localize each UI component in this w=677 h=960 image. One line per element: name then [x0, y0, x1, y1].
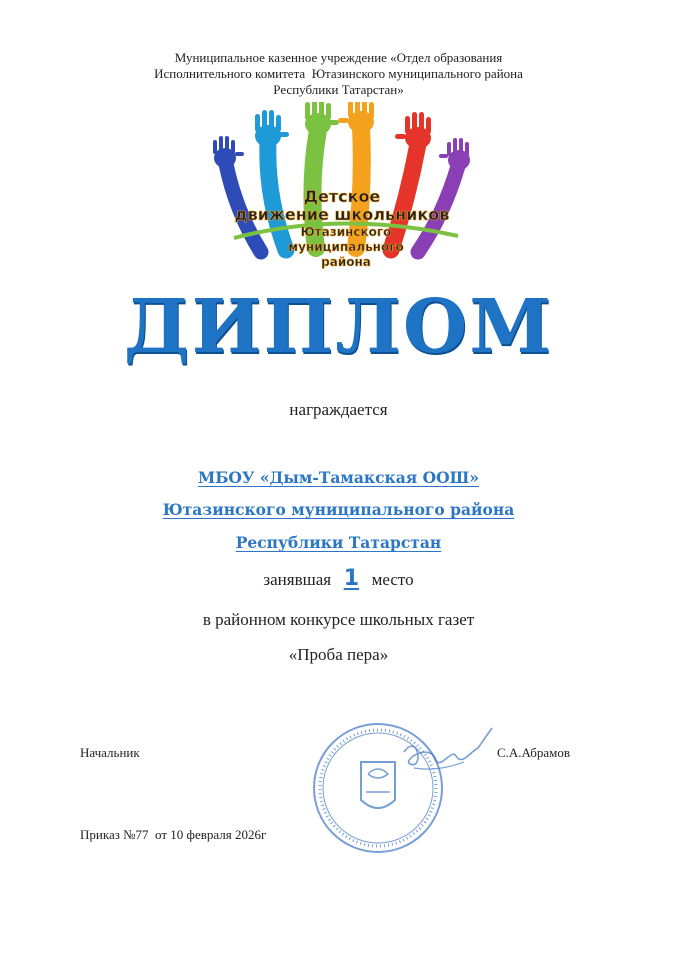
recipient-republic: Республики Татарстан	[235, 533, 442, 552]
place-prefix: занявшая	[263, 570, 332, 589]
raised-hands-icon	[196, 102, 486, 274]
diploma-title: ДИПЛОМ	[123, 284, 554, 370]
logo-text-line-1: Детское	[303, 187, 381, 206]
place-suffix: место	[371, 570, 414, 589]
signer-position: Начальник	[80, 745, 140, 760]
issuer-line-1: Муниципальное казенное учреждение «Отдел образования	[174, 50, 503, 65]
place-value: 1	[343, 566, 359, 591]
signer-name: С.А.Абрамов	[497, 745, 571, 760]
contest-name: «Проба пера»	[288, 645, 389, 664]
order-reference: Приказ №77 от 10 февраля 2026г	[80, 827, 267, 842]
contest-description: в районном конкурсе школьных газет	[202, 610, 475, 629]
recipient-district: Ютазинского муниципального района	[162, 500, 515, 519]
logo-text-line-3: Ютазинского	[300, 225, 392, 239]
place-line	[0, 566, 677, 591]
issuer-header	[0, 50, 677, 98]
logo-text-line-5: района	[321, 255, 371, 269]
issuer-line-3: Республики Татарстан»	[273, 82, 404, 97]
recipient-line-1	[0, 468, 677, 487]
issuer-line-2: Исполнительного комитета Ютазинского муниципального района	[154, 66, 523, 81]
recipient-line-3	[0, 533, 677, 552]
logo-text-line-4: муниципального	[288, 240, 404, 254]
awarded-text: награждается	[289, 400, 388, 419]
recipient-line-2	[0, 500, 677, 519]
official-seal-icon	[306, 712, 501, 862]
recipient-school: МБОУ «Дым-Тамакская ООШ»	[198, 468, 479, 487]
logo-text-line-2: движение школьников	[234, 205, 450, 224]
